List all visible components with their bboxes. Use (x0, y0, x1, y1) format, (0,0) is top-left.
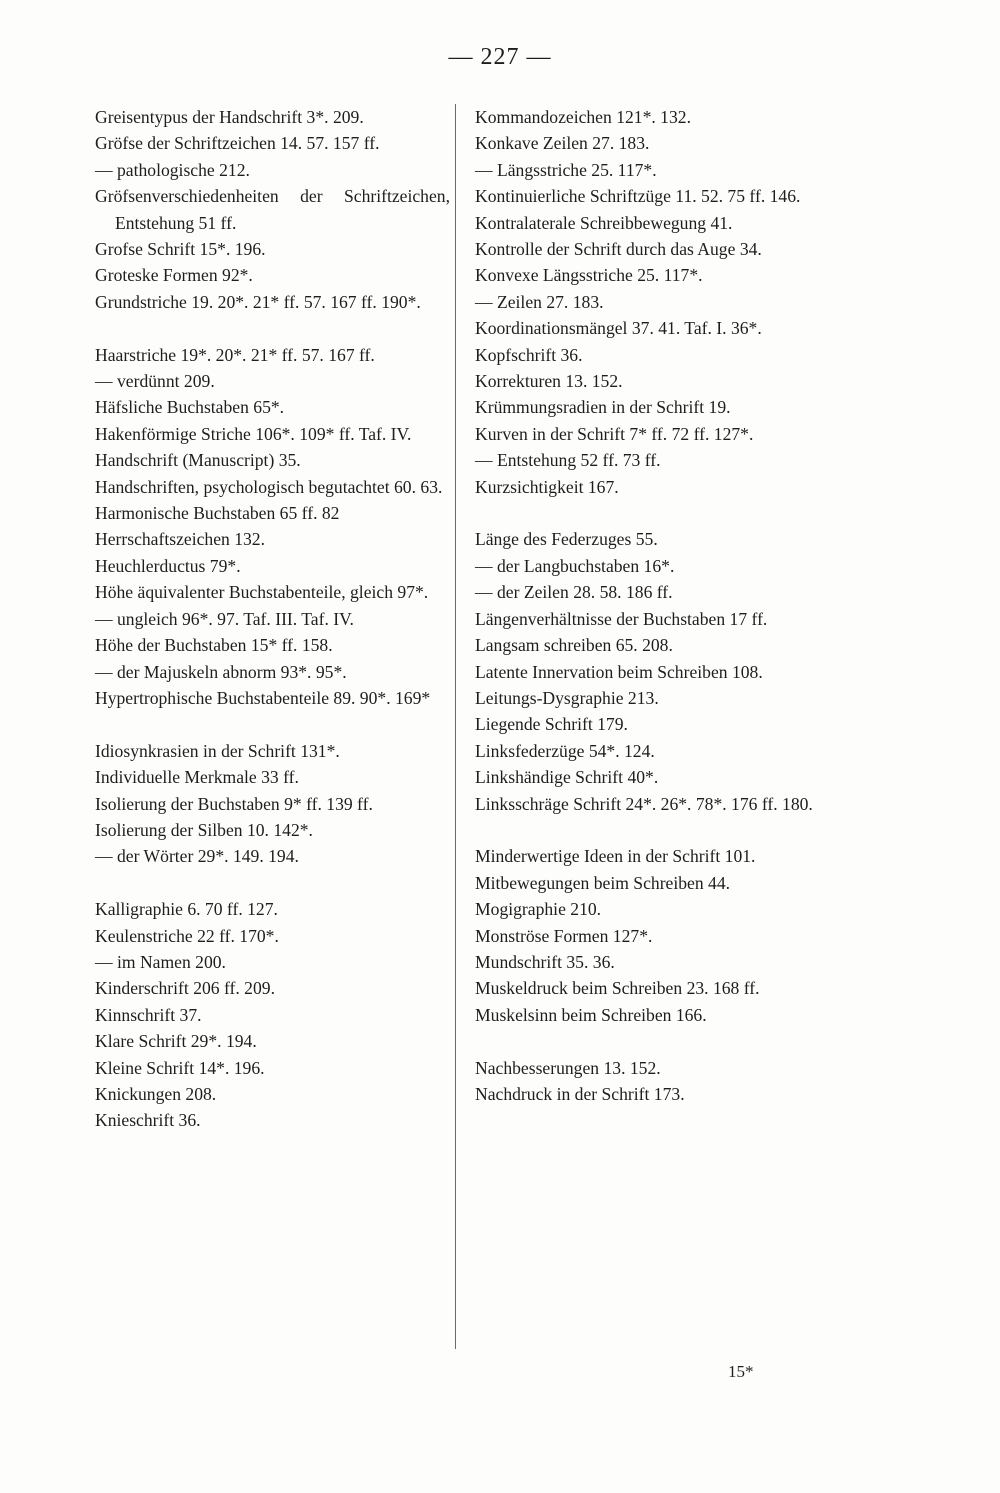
index-entry: Hypertrophische Buchstabenteile 89. 90*. 169* (95, 687, 431, 708)
letter-group-gap (95, 315, 450, 341)
index-entry: Höhe äquivalenter Buchstabenteile, gleich 97*. (95, 582, 429, 603)
index-entry: Kontinuierliche Schriftzüge 11. 52. 75 ff. 146. (475, 186, 801, 207)
index-entry: Kinderschrift 206 ff. 209. (95, 978, 275, 999)
index-entry: Kinnschrift 37. (95, 1004, 202, 1025)
index-entry: — verdünnt 209. (95, 371, 215, 392)
index-entry: — der Langbuchstaben 16*. (475, 555, 675, 576)
index-entry: Handschrift (Manuscript) 35. (95, 450, 301, 471)
index-entry: Mogigraphie 210. (475, 899, 602, 920)
index-entry: Muskeldruck beim Schreiben 23. 168 ff. (475, 978, 760, 999)
index-entry: Langsam schreiben 65. 208. (475, 635, 673, 656)
index-entry: Linksschräge Schrift 24*. 26*. 78*. 176 ff. 180. (475, 793, 813, 814)
letter-group-gap (95, 870, 450, 896)
index-entry: Groteske Formen 92*. (95, 265, 253, 286)
index-entry: Mitbewegungen beim Schreiben 44. (475, 872, 731, 893)
index-entry: — Zeilen 27. 183. (475, 291, 604, 312)
index-entry: Haarstriche 19*. 20*. 21* ff. 57. 167 ff. (95, 344, 375, 365)
index-entry: Kontrolle der Schrift durch das Auge 34. (475, 239, 762, 260)
index-entry: — der Zeilen 28. 58. 186 ff. (475, 582, 673, 603)
index-entry: Knickungen 208. (95, 1083, 217, 1104)
index-entry: Länge des Federzuges 55. (475, 529, 658, 550)
index-entry: Kleine Schrift 14*. 196. (95, 1057, 265, 1078)
index-entry: Nachdruck in der Schrift 173. (475, 1083, 685, 1104)
index-entry: Keulenstriche 22 ff. 170*. (95, 925, 279, 946)
index-entry: — der Majuskeln abnorm 93*. 95*. (95, 661, 347, 682)
index-entry: Koordinationsmängel 37. 41. Taf. I. 36*. (475, 318, 762, 339)
index-entry: Individuelle Merkmale 33 ff. (95, 767, 299, 788)
index-entry: Klare Schrift 29*. 194. (95, 1031, 257, 1052)
index-entry: — Entstehung 52 ff. 73 ff. (475, 450, 661, 471)
index-entry: Isolierung der Buchstaben 9* ff. 139 ff. (95, 793, 373, 814)
index-entry: Heuchlerductus 79*. (95, 555, 241, 576)
index-entry: Monströse Formen 127*. (475, 925, 653, 946)
index-entry: Nachbesserungen 13. 152. (475, 1057, 661, 1078)
index-entry: Korrekturen 13. 152. (475, 371, 623, 392)
letter-group-gap (475, 500, 830, 526)
index-entry: Gröfse der Schriftzeichen 14. 57. 157 ff. (95, 133, 380, 154)
index-entry: Idiosynkrasien in der Schrift 131*. (95, 740, 340, 761)
index-entry: — pathologische 212. (95, 159, 250, 180)
column-divider (455, 104, 456, 1349)
index-column-left (95, 104, 450, 1134)
index-entry: Grundstriche 19. 20*. 21* ff. 57. 167 ff. 190*. (95, 291, 421, 312)
index-entry: Linksfederzüge 54*. 124. (475, 740, 655, 761)
index-entry: Herrschaftszeichen 132. (95, 529, 265, 550)
page-number: — 227 — (448, 44, 552, 70)
index-entry: — Längsstriche 25. 117*. (475, 159, 657, 180)
index-entry: Handschriften, psychologisch begutachtet 60. 63. (95, 476, 443, 497)
index-entry: Mundschrift 35. 36. (475, 951, 615, 972)
index-entry: Gröfsenverschiedenheiten der Schriftzeichen, Entstehung 51 ff. (95, 186, 450, 233)
index-entry: Greisentypus der Handschrift 3*. 209. (95, 107, 364, 127)
index-entry: Isolierung der Silben 10. 142*. (95, 819, 313, 840)
index-entry: Knieschrift 36. (95, 1110, 201, 1131)
index-entry: Grofse Schrift 15*. 196. (95, 239, 266, 260)
index-column-right (475, 104, 830, 1107)
index-entry: Harmonische Buchstaben 65 ff. 82 (95, 503, 340, 524)
index-entry: Latente Innervation beim Schreiben 108. (475, 661, 763, 682)
index-entry: Kontralaterale Schreibbewegung 41. (475, 212, 733, 233)
index-entry: Kommandozeichen 121*. 132. (475, 107, 691, 127)
index-entry: Kurzsichtigkeit 167. (475, 476, 619, 497)
index-entry: Hakenförmige Striche 106*. 109* ff. Taf. IV. (95, 423, 412, 444)
printer-signature: 15* (728, 1362, 754, 1381)
index-entry: Kalligraphie 6. 70 ff. 127. (95, 899, 278, 920)
index-entry: — im Namen 200. (95, 951, 226, 972)
index-entry: Linkshändige Schrift 40*. (475, 767, 659, 788)
index-entry: Höhe der Buchstaben 15* ff. 158. (95, 635, 333, 656)
index-entry: Krümmungsradien in der Schrift 19. (475, 397, 731, 418)
index-entry: Minderwertige Ideen in der Schrift 101. (475, 846, 756, 867)
letter-group-gap (475, 1028, 830, 1054)
index-entry: Kopfschrift 36. (475, 344, 583, 365)
index-entry: Kurven in der Schrift 7* ff. 72 ff. 127*. (475, 423, 754, 444)
index-entry: Konkave Zeilen 27. 183. (475, 133, 650, 154)
index-entry: — der Wörter 29*. 149. 194. (95, 846, 299, 867)
index-entry: Längenverhältnisse der Buchstaben 17 ff. (475, 608, 768, 629)
index-entry: Leitungs-Dysgraphie 213. (475, 687, 659, 708)
index-entry: Konvexe Längsstriche 25. 117*. (475, 265, 703, 286)
index-entry: Liegende Schrift 179. (475, 714, 628, 735)
letter-group-gap (95, 711, 450, 737)
letter-group-gap (475, 817, 830, 843)
index-entry: Häfsliche Buchstaben 65*. (95, 397, 285, 418)
index-entry: Muskelsinn beim Schreiben 166. (475, 1004, 707, 1025)
index-entry: — ungleich 96*. 97. Taf. III. Taf. IV. (95, 608, 354, 629)
